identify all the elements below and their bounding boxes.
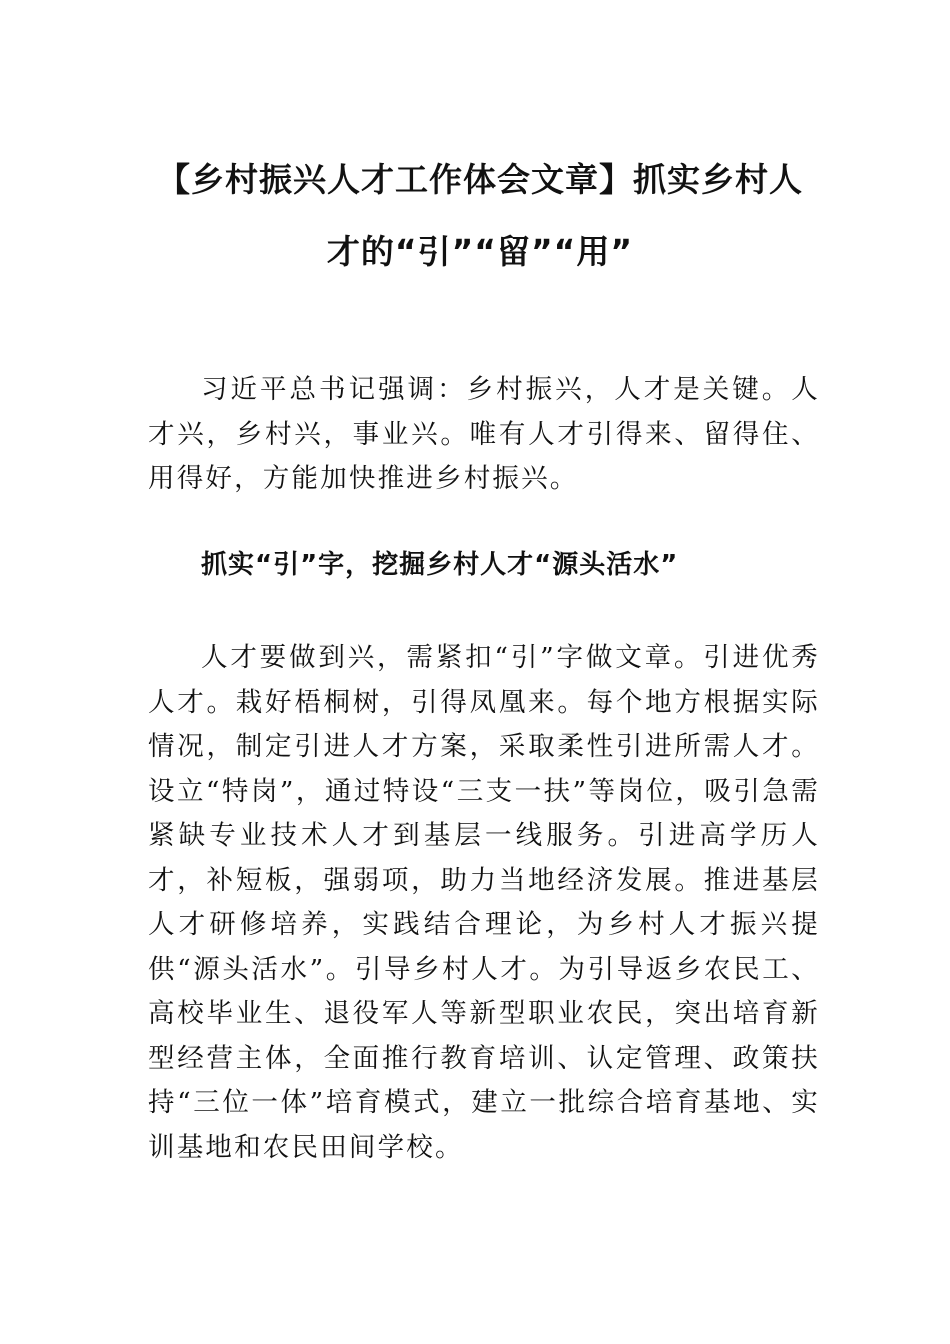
section-heading: 抓实“引”字，挖掘乡村人才“源头活水”: [201, 550, 679, 580]
title-line-2: 才的“引”“留”“用”: [326, 232, 634, 271]
document-title: [140, 144, 820, 288]
intro-paragraph: 习近平总书记强调：乡村振兴，人才是关键。人才兴，乡村兴，事业兴。唯有人才引得来、留得住、用得好，方能加快推进乡村振兴。: [148, 374, 820, 494]
section-body-paragraph: 人才要做到兴，需紧扣“引”字做文章。引进优秀人才。栽好梧桐树，引得凤凰来。每个地方根据实际情况，制定引进人才方案，采取柔性引进所需人才。设立“特岗”，通过特设“三支一扶”等岗位，吸引急需紧缺专业技术人才到基层一线服务。引进高学历人才，补短板，强弱项，助力当地经济发展。推进基层人才研修培养，实践结合理论，为乡村人才振兴提供“源头活水”。引导乡村人才。为引导返乡农民工、高校毕业生、退役军人等新型职业农民，突出培育新型经营主体，全面推行教育培训、认定管理、政策扶持“三位一体”培育模式，建立一批综合培育基地、实训基地和农民田间学校。: [148, 642, 820, 1163]
title-line-1: 【乡村振兴人才工作体会文章】抓实乡村人: [157, 160, 803, 199]
